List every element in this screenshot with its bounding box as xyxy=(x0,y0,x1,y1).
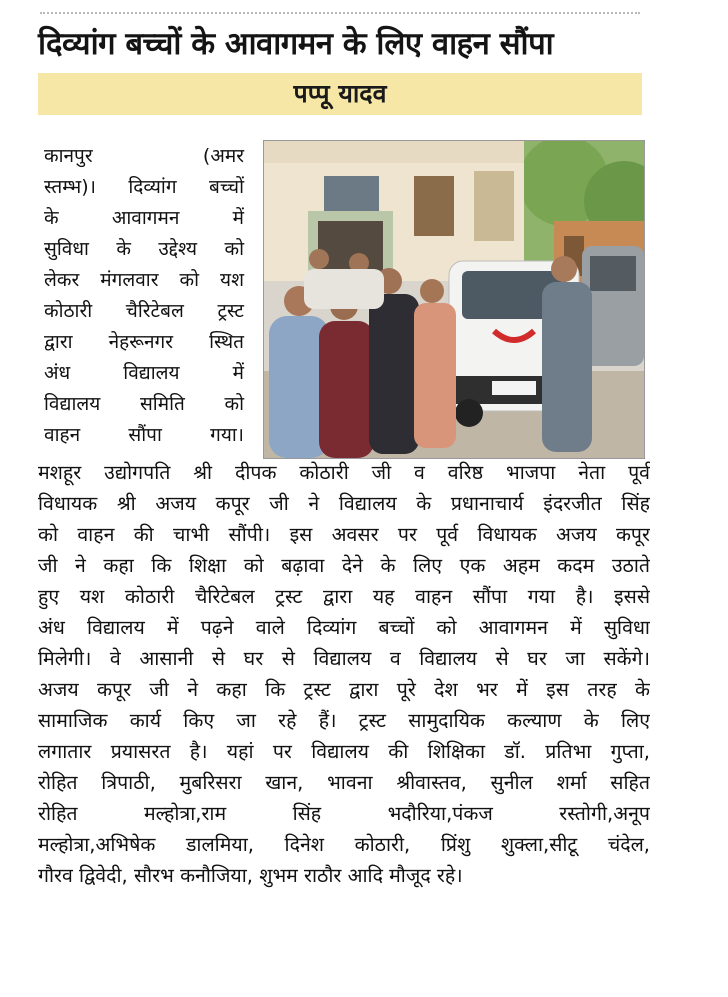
intro-line: कोठारी चैरिटेबल ट्रस्ट xyxy=(44,300,244,322)
article-photo xyxy=(263,140,645,459)
article-headline: दिव्यांग बच्चों के आवागमन के लिए वाहन सौंपा xyxy=(38,26,554,62)
intro-line: के आवागमन में xyxy=(44,207,244,229)
body-line: अंध विद्यालय में पढ़ने वाले दिव्यांग बच्चों को आवागमन में सुविधा xyxy=(38,616,650,639)
intro-line: लेकर मंगलवार को यश xyxy=(44,269,244,291)
body-line: को वाहन की चाभी सौंपी। इस अवसर पर पूर्व विधायक अजय कपूर xyxy=(38,523,650,546)
body-line: गौरव द्विवेदी, सौरभ कनौजिया, शुभम राठौर आदि मौजूद रहे। xyxy=(38,864,463,887)
byline-author: पप्पू यादव xyxy=(293,79,387,108)
body-line: जी ने कहा कि शिक्षा को बढ़ावा देने के लिए एक अहम कदम उठाते xyxy=(38,554,650,577)
body-line: मल्होत्रा,अभिषेक डालमिया, दिनेश कोठारी, प्रिंशु शुक्ला,सीटू चंदेल, xyxy=(38,833,650,856)
body-line: रोहित त्रिपाठी, मुबरिसरा खान, भावना श्रीवास्तव, सुनील शर्मा सहित xyxy=(38,771,650,794)
byline-band xyxy=(38,73,642,115)
intro-line: वाहन सौंपा गया। xyxy=(44,424,244,446)
body-line: अजय कपूर जी ने कहा कि ट्रस्ट द्वारा पूरे देश भर में इस तरह के xyxy=(38,678,650,701)
intro-line: सुविधा के उद्देश्य को xyxy=(44,238,244,260)
top-dotted-rule xyxy=(40,12,640,14)
intro-line: अंध विद्यालय में xyxy=(44,362,244,384)
body-line: मिलेगी। वे आसानी से घर से विद्यालय व विद्यालय से घर जा सकेंगे। xyxy=(38,647,650,670)
body-line: मशहूर उद्योगपति श्री दीपक कोठारी जी व वरिष्ठ भाजपा नेता पूर्व xyxy=(38,461,650,484)
intro-line: विद्यालय समिति को xyxy=(44,393,244,415)
body-line: सामाजिक कार्य किए जा रहे हैं। ट्रस्ट सामुदायिक कल्याण के लिए xyxy=(38,709,650,732)
body-line: विधायक श्री अजय कपूर जी ने विद्यालय के प्रधानाचार्य इंदरजीत सिंह xyxy=(38,492,650,515)
intro-line: द्वारा नेहरूनगर स्थित xyxy=(44,331,244,353)
body-line: हुए यश कोठारी चैरिटेबल ट्रस्ट द्वारा यह वाहन सौंपा गया है। इससे xyxy=(38,585,650,608)
intro-line: स्तम्भ)। दिव्यांग बच्चों xyxy=(44,176,244,198)
body-line: रोहित मल्होत्रा,राम सिंह भदौरिया,पंकज रस्तोगी,अनूप xyxy=(38,802,650,825)
body-line: लगातार प्रयासरत है। यहां पर विद्यालय की शिक्षिका डॉ. प्रतिभा गुप्ता, xyxy=(38,740,650,763)
intro-line: कानपुर (अमर xyxy=(44,145,244,167)
